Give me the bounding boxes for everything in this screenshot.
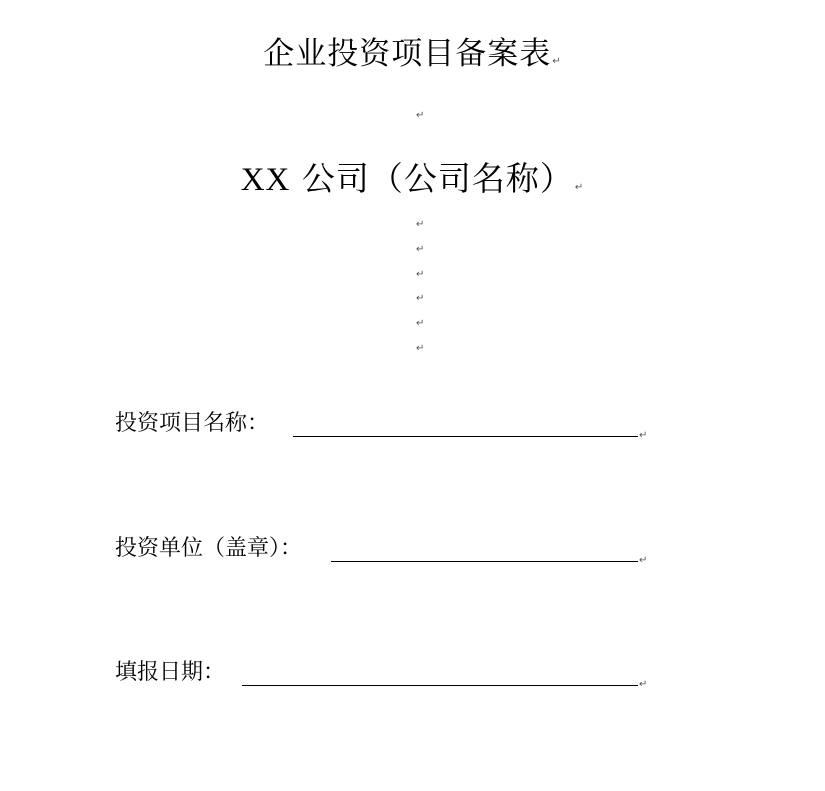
company-prefix: XX bbox=[240, 162, 291, 198]
paragraph-mark-icon: ↵ bbox=[416, 343, 425, 354]
company-name-heading bbox=[0, 153, 825, 200]
paragraph-mark-icon: ↵ bbox=[416, 269, 425, 280]
paragraph-mark-icon: ↵ bbox=[552, 56, 562, 67]
report-date-input-line[interactable] bbox=[242, 685, 638, 686]
investor-unit-input-line[interactable] bbox=[331, 561, 638, 562]
report-date-label: 填报日期： bbox=[115, 660, 226, 685]
paragraph-mark-icon: ↵ bbox=[639, 555, 648, 566]
paragraph-mark-icon: ↵ bbox=[639, 430, 648, 441]
form-title bbox=[0, 28, 825, 73]
paragraph-mark-icon: ↵ bbox=[416, 110, 425, 121]
paragraph-mark-icon: ↵ bbox=[416, 244, 425, 255]
investor-unit-label: 投资单位（盖章）： bbox=[115, 536, 303, 561]
paragraph-mark-icon: ↵ bbox=[416, 318, 425, 329]
report-date-field[interactable] bbox=[115, 656, 655, 690]
paragraph-mark-icon: ↵ bbox=[416, 293, 425, 304]
project-name-field[interactable] bbox=[115, 407, 655, 441]
project-name-input-line[interactable] bbox=[293, 436, 638, 437]
company-name-text: 公司（公司名称） bbox=[301, 159, 574, 198]
paragraph-mark-icon: ↵ bbox=[574, 182, 585, 193]
paragraph-mark-icon: ↵ bbox=[639, 679, 648, 690]
project-name-label: 投资项目名称： bbox=[115, 411, 270, 436]
form-title-text: 企业投资项目备案表 bbox=[263, 36, 552, 72]
investor-unit-field[interactable] bbox=[115, 532, 655, 566]
paragraph-mark-icon: ↵ bbox=[416, 219, 425, 230]
